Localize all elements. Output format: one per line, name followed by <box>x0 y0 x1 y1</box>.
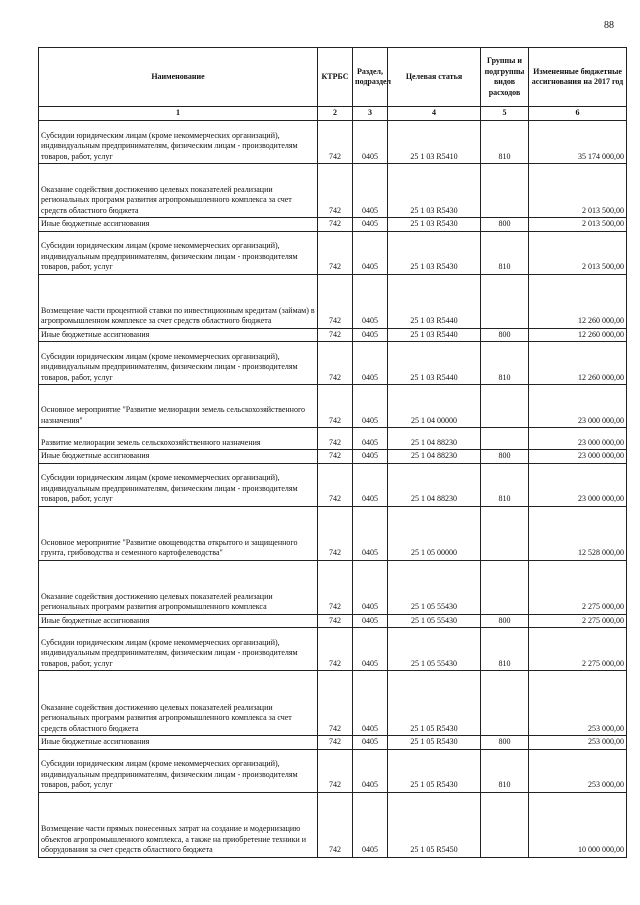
budget-table <box>38 47 627 858</box>
table-body <box>39 121 627 858</box>
row-amount: 2 013 500,00 <box>529 164 627 218</box>
col-number: 5 <box>481 107 529 121</box>
row-celevaya: 25 1 03 R5430 <box>388 231 481 274</box>
row-vid-rashodov: 810 <box>481 463 529 506</box>
row-vid-rashodov <box>481 506 529 560</box>
row-name: Иные бюджетные ассигнования <box>39 736 318 750</box>
row-name: Субсидии юридическим лицам (кроме некоммерческих организаций), индивидуальным предпринимателям, физическим лицам - производителям товаров, работ, услуг <box>39 463 318 506</box>
row-celevaya: 25 1 03 R5440 <box>388 342 481 385</box>
row-amount: 12 260 000,00 <box>529 274 627 328</box>
row-razdel: 0405 <box>353 328 388 342</box>
row-vid-rashodov <box>481 274 529 328</box>
row-ktrbs: 742 <box>318 749 353 792</box>
row-vid-rashodov <box>481 385 529 428</box>
row-celevaya: 25 1 05 R5450 <box>388 792 481 857</box>
row-vid-rashodov: 800 <box>481 614 529 628</box>
row-amount: 12 528 000,00 <box>529 506 627 560</box>
row-name: Возмещение части прямых понесенных затрат на создание и модернизацию объектов агропромышленного комплекса, а также на приобретение техники и оборудования за счет средств областного бюджета <box>39 792 318 857</box>
row-ktrbs: 742 <box>318 463 353 506</box>
row-ktrbs: 742 <box>318 792 353 857</box>
row-razdel: 0405 <box>353 450 388 464</box>
row-amount: 23 000 000,00 <box>529 463 627 506</box>
table-row <box>39 614 627 628</box>
row-razdel: 0405 <box>353 614 388 628</box>
row-name: Субсидии юридическим лицам (кроме некоммерческих организаций), индивидуальным предпринимателям, физическим лицам - производителям товаров, работ, услуг <box>39 342 318 385</box>
table-row <box>39 671 627 736</box>
row-name: Оказание содействия достижению целевых показателей реализации региональных программ развития агропромышленного комплекса <box>39 560 318 614</box>
row-amount: 2 275 000,00 <box>529 628 627 671</box>
row-name: Субсидии юридическим лицам (кроме некоммерческих организаций), индивидуальным предпринимателям, физическим лицам - производителям товаров, работ, услуг <box>39 749 318 792</box>
row-vid-rashodov <box>481 671 529 736</box>
row-celevaya: 25 1 05 00000 <box>388 506 481 560</box>
row-razdel: 0405 <box>353 671 388 736</box>
row-vid-rashodov: 810 <box>481 231 529 274</box>
row-ktrbs: 742 <box>318 560 353 614</box>
column-number-row <box>39 107 627 121</box>
row-vid-rashodov <box>481 164 529 218</box>
col-number: 6 <box>529 107 627 121</box>
row-ktrbs: 742 <box>318 506 353 560</box>
row-name: Возмещение части процентной ставки по инвестиционным кредитам (займам) в агропромышленном комплексе за счет средств областного бюджета <box>39 274 318 328</box>
row-amount: 2 275 000,00 <box>529 614 627 628</box>
row-razdel: 0405 <box>353 342 388 385</box>
table-row <box>39 428 627 450</box>
row-razdel: 0405 <box>353 231 388 274</box>
row-amount: 253 000,00 <box>529 736 627 750</box>
row-razdel: 0405 <box>353 385 388 428</box>
row-amount: 10 000 000,00 <box>529 792 627 857</box>
table-row <box>39 385 627 428</box>
row-celevaya: 25 1 03 R5440 <box>388 328 481 342</box>
row-razdel: 0405 <box>353 749 388 792</box>
row-celevaya: 25 1 05 55430 <box>388 628 481 671</box>
row-celevaya: 25 1 05 55430 <box>388 614 481 628</box>
table-row <box>39 274 627 328</box>
row-celevaya: 25 1 05 R5430 <box>388 671 481 736</box>
row-ktrbs: 742 <box>318 628 353 671</box>
col-number: 2 <box>318 107 353 121</box>
row-name: Субсидии юридическим лицам (кроме некоммерческих организаций), индивидуальным предпринимателям, физическим лицам - производителям товаров, работ, услуг <box>39 231 318 274</box>
table-row <box>39 218 627 232</box>
row-celevaya: 25 1 05 R5430 <box>388 749 481 792</box>
table-row <box>39 560 627 614</box>
row-ktrbs: 742 <box>318 385 353 428</box>
row-amount: 253 000,00 <box>529 671 627 736</box>
table-row <box>39 121 627 164</box>
row-razdel: 0405 <box>353 164 388 218</box>
row-ktrbs: 742 <box>318 274 353 328</box>
row-vid-rashodov: 800 <box>481 736 529 750</box>
row-ktrbs: 742 <box>318 428 353 450</box>
table-row <box>39 736 627 750</box>
row-ktrbs: 742 <box>318 218 353 232</box>
row-vid-rashodov: 800 <box>481 218 529 232</box>
row-ktrbs: 742 <box>318 736 353 750</box>
row-razdel: 0405 <box>353 218 388 232</box>
row-amount: 23 000 000,00 <box>529 428 627 450</box>
table-row <box>39 628 627 671</box>
row-celevaya: 25 1 04 88230 <box>388 450 481 464</box>
row-razdel: 0405 <box>353 792 388 857</box>
page-number: 88 <box>604 20 614 31</box>
row-amount: 2 013 500,00 <box>529 218 627 232</box>
table-row <box>39 342 627 385</box>
row-vid-rashodov: 810 <box>481 121 529 164</box>
row-vid-rashodov: 810 <box>481 342 529 385</box>
col-number: 3 <box>353 107 388 121</box>
row-vid-rashodov <box>481 428 529 450</box>
row-ktrbs: 742 <box>318 164 353 218</box>
row-amount: 12 260 000,00 <box>529 328 627 342</box>
row-amount: 23 000 000,00 <box>529 450 627 464</box>
row-razdel: 0405 <box>353 506 388 560</box>
row-vid-rashodov: 810 <box>481 628 529 671</box>
row-celevaya: 25 1 04 00000 <box>388 385 481 428</box>
header-celevaya: Целевая статья <box>388 48 481 107</box>
header-row <box>39 48 627 107</box>
row-celevaya: 25 1 03 R5410 <box>388 121 481 164</box>
row-celevaya: 25 1 03 R5440 <box>388 274 481 328</box>
header-izmenennye: Измененные бюджетные ассигнования на 2017 год <box>529 48 627 107</box>
row-razdel: 0405 <box>353 463 388 506</box>
row-name: Основное мероприятие "Развитие овощеводства открытого и защищенного грунта, грибоводства и семенного картофелеводства" <box>39 506 318 560</box>
row-razdel: 0405 <box>353 274 388 328</box>
table-row <box>39 506 627 560</box>
row-celevaya: 25 1 04 88230 <box>388 463 481 506</box>
header-ktrbs: КТРБС <box>318 48 353 107</box>
table-row <box>39 328 627 342</box>
row-ktrbs: 742 <box>318 614 353 628</box>
header-razdel: Раздел, подраздел <box>353 48 388 107</box>
col-number: 4 <box>388 107 481 121</box>
row-razdel: 0405 <box>353 560 388 614</box>
header-name: Наименование <box>39 48 318 107</box>
row-razdel: 0405 <box>353 121 388 164</box>
col-number: 1 <box>39 107 318 121</box>
row-name: Оказание содействия достижению целевых показателей реализации региональных программ развития агропромышленного комплекса за счет средств областного бюджета <box>39 164 318 218</box>
row-razdel: 0405 <box>353 628 388 671</box>
row-ktrbs: 742 <box>318 328 353 342</box>
row-amount: 2 275 000,00 <box>529 560 627 614</box>
row-ktrbs: 742 <box>318 671 353 736</box>
row-ktrbs: 742 <box>318 450 353 464</box>
row-ktrbs: 742 <box>318 342 353 385</box>
row-amount: 12 260 000,00 <box>529 342 627 385</box>
table-row <box>39 792 627 857</box>
table-row <box>39 450 627 464</box>
row-name: Иные бюджетные ассигнования <box>39 450 318 464</box>
row-ktrbs: 742 <box>318 231 353 274</box>
row-vid-rashodov: 800 <box>481 450 529 464</box>
row-name: Иные бюджетные ассигнования <box>39 614 318 628</box>
table-row <box>39 463 627 506</box>
row-name: Субсидии юридическим лицам (кроме некоммерческих организаций), индивидуальным предпринимателям, физическим лицам - производителям товаров, работ, услуг <box>39 628 318 671</box>
row-amount: 35 174 000,00 <box>529 121 627 164</box>
table-row <box>39 749 627 792</box>
row-celevaya: 25 1 05 55430 <box>388 560 481 614</box>
row-ktrbs: 742 <box>318 121 353 164</box>
row-amount: 23 000 000,00 <box>529 385 627 428</box>
row-razdel: 0405 <box>353 736 388 750</box>
row-celevaya: 25 1 03 R5430 <box>388 218 481 232</box>
row-vid-rashodov: 810 <box>481 749 529 792</box>
row-vid-rashodov <box>481 560 529 614</box>
header-gruppy: Группы и подгруппы видов расходов <box>481 48 529 107</box>
row-name: Развитие мелиорации земель сельскохозяйственного назначения <box>39 428 318 450</box>
row-name: Субсидии юридическим лицам (кроме некоммерческих организаций), индивидуальным предпринимателям, физическим лицам - производителям товаров, работ, услуг <box>39 121 318 164</box>
row-name: Иные бюджетные ассигнования <box>39 218 318 232</box>
row-vid-rashodov <box>481 792 529 857</box>
row-amount: 2 013 500,00 <box>529 231 627 274</box>
row-razdel: 0405 <box>353 428 388 450</box>
row-celevaya: 25 1 04 88230 <box>388 428 481 450</box>
row-vid-rashodov: 800 <box>481 328 529 342</box>
table-row <box>39 231 627 274</box>
row-celevaya: 25 1 05 R5430 <box>388 736 481 750</box>
row-name: Иные бюджетные ассигнования <box>39 328 318 342</box>
row-name: Основное мероприятие "Развитие мелиорации земель сельскохозяйственного назначения" <box>39 385 318 428</box>
row-celevaya: 25 1 03 R5430 <box>388 164 481 218</box>
row-name: Оказание содействия достижению целевых показателей реализации региональных программ развития агропромышленного комплекса за счет средств областного бюджета <box>39 671 318 736</box>
row-amount: 253 000,00 <box>529 749 627 792</box>
table-row <box>39 164 627 218</box>
